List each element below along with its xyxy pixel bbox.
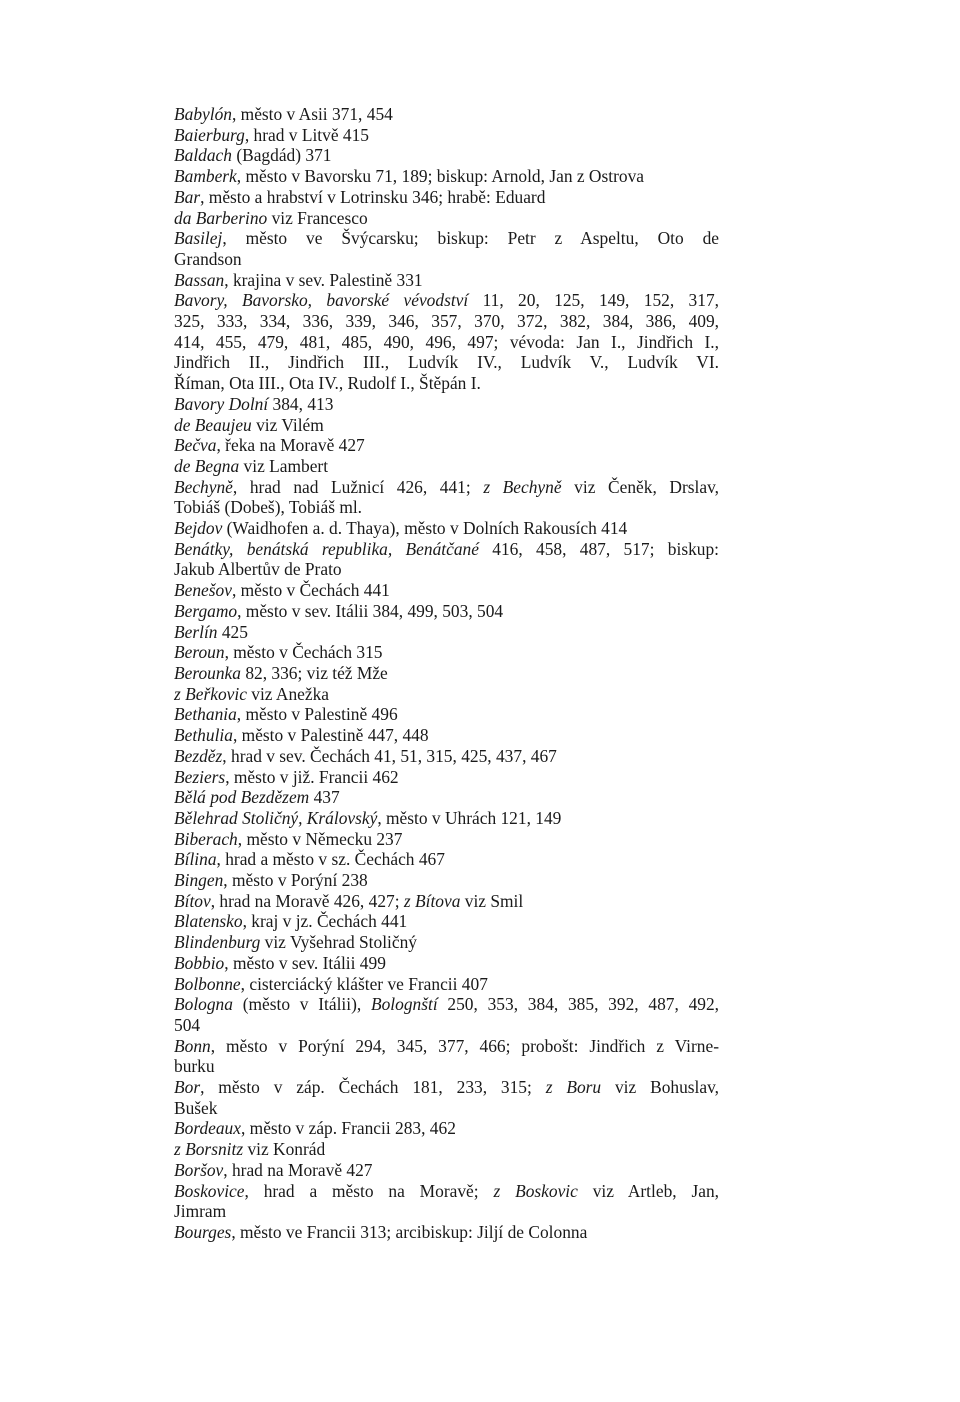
entry-term: Bingen <box>174 870 224 891</box>
index-entry <box>174 622 719 643</box>
entry-line <box>174 1222 587 1242</box>
index-entry <box>174 891 719 912</box>
entry-text: Bušek <box>174 1097 218 1118</box>
entry-text: burku <box>174 1056 215 1077</box>
entry-line <box>174 518 627 538</box>
entry-text: , hrad na Moravě 426, 427; <box>210 890 404 911</box>
entry-text: , město v Palestině 496 <box>236 704 398 725</box>
entry-text: , hrad a město na Moravě; <box>244 1180 494 1201</box>
entry-term: Benešov <box>174 580 232 601</box>
entry-text: Tobiáš (Dobeš), Tobiáš ml. <box>174 497 363 518</box>
entry-term: Bílina <box>174 849 217 870</box>
entry-line <box>174 663 388 683</box>
entry-continuation-line <box>174 497 719 518</box>
entry-text: , město ve Francii 313; arcibiskup: Jiljí de Colonna <box>231 1221 588 1242</box>
entry-term: Baierburg <box>174 124 245 145</box>
entry-line <box>174 1160 373 1180</box>
entry-term: Bethulia <box>174 725 233 746</box>
entry-text: 437 <box>309 787 340 808</box>
entry-line <box>174 1118 456 1138</box>
entry-term: Bolognští <box>370 994 438 1015</box>
entry-text: , hrad na Moravě 427 <box>223 1159 373 1180</box>
entry-continuation-line <box>174 1201 719 1222</box>
entry-line <box>174 1180 719 1202</box>
entry-text: , město v Porýní 294, 345, 377, 466; probošt: Jindřich z Virne- <box>210 1035 719 1056</box>
entry-line <box>174 953 386 973</box>
entry-text: , hrad v sev. Čechách 41, 51, 315, 425, 437, 467 <box>222 745 557 766</box>
index-entry <box>174 1118 719 1139</box>
entry-term: da Barberino <box>174 207 268 228</box>
index-entry <box>174 849 719 870</box>
entry-line <box>174 208 368 228</box>
entry-term: Beroun <box>174 642 225 663</box>
index-entry <box>174 684 719 705</box>
entry-line <box>174 974 488 994</box>
entry-term: z Bechyně <box>483 476 562 497</box>
entry-text: , město v Bavorsku 71, 189; biskup: Arnold, Jan z Ostrova <box>236 166 644 187</box>
entry-text: viz Lambert <box>239 455 329 476</box>
entry-text: viz Francesco <box>267 207 368 228</box>
entry-line <box>174 994 719 1015</box>
entry-term: Bobbio <box>174 952 225 973</box>
index-entry <box>174 187 719 208</box>
entry-continuation-line <box>174 559 719 580</box>
entry-text: , město v Palestině 447, 448 <box>232 725 429 746</box>
entry-term: Biberach <box>174 828 238 849</box>
entry-term: Baldach <box>174 145 232 166</box>
entry-term: Bavory Dolní <box>174 393 269 414</box>
entry-line <box>174 166 644 186</box>
index-entry <box>174 1222 719 1243</box>
index-entry <box>174 642 719 663</box>
entry-line <box>174 601 503 621</box>
entry-line <box>174 684 329 704</box>
entry-continuation-line <box>174 248 719 270</box>
index-entry <box>174 974 719 995</box>
entry-continuation-line <box>174 1097 719 1119</box>
index-entry <box>174 787 719 808</box>
entry-text: , krajina v sev. Palestině 331 <box>224 269 423 290</box>
entry-text: 414, 455, 479, 481, 485, 490, 496, 497; vévoda: Jan I., Jindřich I., <box>174 331 719 352</box>
entry-term: Bonn <box>174 1035 211 1056</box>
entry-text: viz Artleb, Jan, <box>577 1180 719 1201</box>
entry-line <box>174 187 545 207</box>
entry-line <box>174 228 719 249</box>
entry-text: , město ve Švýcarsku; biskup: Petr z Aspeltu, Oto de <box>222 228 719 249</box>
index-entry <box>174 290 719 394</box>
entry-line <box>174 787 340 807</box>
entry-line <box>174 808 561 828</box>
entry-text: Grandson <box>174 248 242 269</box>
entry-text: 250, 353, 384, 385, 392, 487, 492, <box>437 994 719 1015</box>
entry-text: viz Konrád <box>243 1139 326 1160</box>
entry-line <box>174 145 331 165</box>
index-entry <box>174 704 719 725</box>
entry-term: Bordeaux <box>174 1118 241 1139</box>
entry-line <box>174 849 445 869</box>
entry-term: Bečva <box>174 435 217 456</box>
entry-text: 384, 413 <box>268 393 334 414</box>
index-entry <box>174 1077 719 1118</box>
entry-text: Říman, Ota III., Ota IV., Rudolf I., Štěpán I. <box>174 373 481 394</box>
entry-term: Babylón <box>174 104 232 124</box>
entry-term: Bologna <box>174 994 233 1015</box>
entry-term: Bergamo <box>174 600 238 621</box>
entry-text: (Waidhofen a. d. Thaya), město v Dolních Rakousích 414 <box>222 518 628 539</box>
index-entry <box>174 767 719 788</box>
entry-text: (město v Itálii), <box>232 994 371 1015</box>
index-entry <box>174 663 719 684</box>
index-entry <box>174 456 719 477</box>
entry-text: Jakub Albertův de Prato <box>174 559 342 580</box>
entry-term: Bělehrad Stoličný, Královský <box>174 807 378 828</box>
entry-text: viz Vyšehrad Stoličný <box>260 932 417 953</box>
entry-line <box>174 932 417 952</box>
entry-text: , cisterciácký klášter ve Francii 407 <box>240 973 488 994</box>
entry-term: Blindenburg <box>174 932 261 953</box>
entry-term: Boskovice <box>174 1180 245 1201</box>
index-entry <box>174 208 719 229</box>
entry-text: viz Bohuslav, <box>601 1077 720 1098</box>
entry-continuation-line <box>174 311 719 332</box>
index-entry <box>174 829 719 850</box>
entry-text: , město v Čechách 441 <box>231 580 390 601</box>
entry-term: Beziers <box>174 766 226 787</box>
index-entry <box>174 725 719 746</box>
entry-text: 416, 458, 487, 517; biskup: <box>478 538 719 559</box>
index-entry <box>174 994 719 1035</box>
entry-line <box>174 456 328 476</box>
index-entry <box>174 415 719 436</box>
entry-term: Bolbonne <box>174 973 241 994</box>
entry-term: Bejdov <box>174 518 223 539</box>
entry-line <box>174 642 383 662</box>
entry-line <box>174 767 399 787</box>
entry-line <box>174 746 557 766</box>
entry-line <box>174 580 390 600</box>
entry-text: , město v sev. Itálii 499 <box>224 952 386 973</box>
entry-term: Bítov <box>174 890 211 911</box>
index-entry <box>174 932 719 953</box>
index-entry <box>174 166 719 187</box>
entry-text: , město v záp. Francii 283, 462 <box>240 1118 456 1139</box>
entry-term: z Bítova <box>403 890 461 911</box>
entry-line <box>174 1077 720 1098</box>
entry-line <box>174 911 407 931</box>
entry-line <box>174 476 719 498</box>
entry-line <box>174 538 719 560</box>
entry-text: , kraj v jz. Čechách 441 <box>242 911 408 932</box>
entry-text: , hrad a město v sz. Čechách 467 <box>216 849 445 870</box>
entry-term: Bor <box>174 1077 201 1098</box>
entry-term: Berounka <box>174 662 241 683</box>
entry-line <box>174 1035 719 1057</box>
entry-text: 325, 333, 334, 336, 339, 346, 357, 370, 372, 382, 384, 386, 409, <box>174 311 719 332</box>
index-entry <box>174 953 719 974</box>
entry-term: de Beaujeu <box>174 414 252 435</box>
entry-term: Bar <box>174 186 201 207</box>
index-page <box>174 104 719 1243</box>
entry-term: Bělá pod Bezdězem <box>174 787 310 808</box>
entry-text: , město v sev. Itálii 384, 499, 503, 504 <box>237 600 504 621</box>
entry-line <box>174 290 719 311</box>
entry-line <box>174 104 393 124</box>
index-entry <box>174 145 719 166</box>
entry-text: , město v Uhrách 121, 149 <box>377 807 562 828</box>
entry-text: , město v záp. Čechách 181, 233, 315; <box>200 1077 546 1098</box>
index-entry <box>174 1139 719 1160</box>
entry-continuation-line <box>174 373 719 394</box>
index-entry <box>174 394 719 415</box>
entry-term: Bechyně <box>174 476 233 497</box>
index-entry <box>174 1160 719 1181</box>
index-entry <box>174 228 719 269</box>
index-entry <box>174 1181 719 1222</box>
index-entry <box>174 808 719 829</box>
entry-continuation-line <box>174 352 719 373</box>
entry-text: , hrad v Litvě 415 <box>244 124 369 145</box>
index-entry <box>174 746 719 767</box>
entry-line <box>174 704 398 724</box>
index-entry <box>174 580 719 601</box>
entry-term: z Boskovic <box>493 1180 578 1201</box>
entry-term: Bethania <box>174 704 237 725</box>
entry-line <box>174 725 429 745</box>
entry-text: , hrad nad Lužnicí 426, 441; <box>232 476 484 497</box>
entry-text: , město v Čechách 315 <box>224 642 383 663</box>
index-entry <box>174 911 719 932</box>
entry-text: viz Smil <box>460 890 524 911</box>
entry-text: , město v již. Francii 462 <box>225 766 399 787</box>
entry-term: Benátky, benátská republika, Benátčané <box>174 538 479 559</box>
entry-text: , město a hrabství v Lotrinsku 346; hrabě: Eduard <box>200 186 546 207</box>
entry-term: z Beřkovic <box>174 683 247 704</box>
index-entry <box>174 1036 719 1077</box>
entry-text: viz Vilém <box>251 414 324 435</box>
entry-text: 11, 20, 125, 149, 152, 317, <box>468 290 719 311</box>
entry-line <box>174 394 333 414</box>
entry-term: Bassan <box>174 269 225 290</box>
entry-continuation-line <box>174 1056 719 1077</box>
index-entry <box>174 270 719 291</box>
index-entry <box>174 870 719 891</box>
entry-text: , město v Německu 237 <box>237 828 403 849</box>
entry-text: (Bagdád) 371 <box>231 145 332 166</box>
entry-term: Bavory, Bavorsko, bavorské vévodství <box>174 290 469 311</box>
entry-continuation-line <box>174 1014 719 1036</box>
entry-text: , řeka na Moravě 427 <box>216 435 365 456</box>
entry-line <box>174 435 365 455</box>
entry-text: viz Čeněk, Drslav, <box>561 476 719 497</box>
entry-term: Bamberk <box>174 166 237 187</box>
entry-line <box>174 125 369 145</box>
entry-line <box>174 870 368 890</box>
index-entry <box>174 477 719 518</box>
entry-term: de Begna <box>174 455 240 476</box>
entry-text: Jimram <box>174 1201 227 1222</box>
entry-term: Berlín <box>174 621 218 642</box>
entry-term: Basilej <box>174 228 223 249</box>
index-entry <box>174 125 719 146</box>
entry-line <box>174 415 324 435</box>
entry-line <box>174 829 402 849</box>
entry-text: 425 <box>217 621 248 642</box>
entry-term: z Borsnitz <box>174 1139 244 1160</box>
entry-term: Bezděz <box>174 745 223 766</box>
entry-term: Bourges <box>174 1221 232 1242</box>
entry-text: , město v Asii 371, 454 <box>231 104 393 124</box>
entry-term: Blatensko <box>174 911 243 932</box>
index-entry <box>174 435 719 456</box>
entry-text: , město v Porýní 238 <box>223 870 368 891</box>
index-entry <box>174 539 719 580</box>
entry-continuation-line <box>174 331 719 353</box>
index-entry <box>174 601 719 622</box>
entry-term: Boršov <box>174 1159 224 1180</box>
entry-line <box>174 622 248 642</box>
entry-line <box>174 891 523 911</box>
entry-text: 82, 336; viz též Mže <box>240 662 388 683</box>
entry-text: viz Anežka <box>246 683 330 704</box>
entry-text: 504 <box>174 1014 201 1035</box>
entry-line <box>174 270 423 290</box>
entry-term: z Boru <box>545 1077 602 1098</box>
entry-text: Jindřich II., Jindřich III., Ludvík IV., Ludvík V., Ludvík VI. <box>174 352 719 373</box>
entry-line <box>174 1139 325 1159</box>
index-entry <box>174 518 719 539</box>
index-entry <box>174 104 719 125</box>
